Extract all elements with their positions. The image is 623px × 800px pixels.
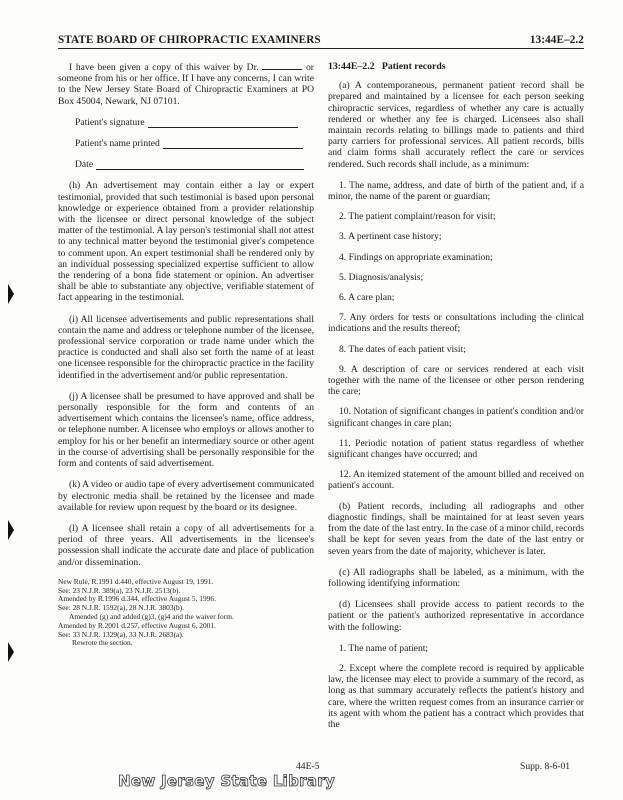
list-item: 10. Notation of significant changes in patient's condition and/or significant changes in care plan; xyxy=(328,406,584,429)
list-item: 9. A description of care or services rendered at each visit together with the name of the licensee or other person rendering the care; xyxy=(328,363,584,398)
list-item: 2. Except where the complete record is required by applicable law, the licensee may elect to provide a summary of the record, as long as that summary accurately reflects the patient's history and care, where the written request comes from an insurance carrier or its agent with whom the patient has a contract which provides that the xyxy=(328,662,584,730)
scan-edge-mark xyxy=(8,284,14,304)
paragraph-k: (k) A video or audio tape of every advertisement communicated by electronic media shall be retained by the licensee and made available for review upon request by the board or its designee. xyxy=(58,479,314,513)
list-item: 11. Periodic notation of patient status regardless of whether significant changes have occurred; and xyxy=(328,437,584,461)
date-rule xyxy=(96,160,304,170)
scan-edge-mark xyxy=(8,642,14,662)
history-note: New Rule, R.1991 d.440, effective August 19, 1991. See: 23 N.J.R. 389(a), 23 N.J.R. 2513(b). Amended by R.1996 d.344, effective August 5, 1996. See: 28 N.J.R. 1592(a), 28 N.J.R. 3803(b). Amended (g) and added (g)3, (g)4 and the waiver form. Amended by R.2001 d.257, effective August 6, 2001. See: 33 N.J.R. 1329(a), 33 N.J.R. 2683(a). Rewrote the section. xyxy=(58,576,234,648)
paragraph-d: (d) Licensees shall provide access to patient records to the patient or the patient's authorized representative in accordance with the following: xyxy=(328,599,584,633)
paragraph-b: (b) Patient records, including all radiographs and other diagnostic findings, shall be maintained for at least seven years from the date of the last entry. In the case of a minor child, records shall be kept for seven years from the date of the last entry or seven years from the date of majority, whichever is later. xyxy=(328,500,584,557)
doctor-name-blank xyxy=(262,61,302,70)
header-section-number: 13:44E–2.2 xyxy=(529,34,584,46)
supplement-date: Supp. 8-6-01 xyxy=(520,761,571,772)
list-item: 6. A care plan; xyxy=(339,292,395,304)
library-stamp: New Jersey State Library xyxy=(118,772,336,790)
date-line: Date xyxy=(75,159,314,170)
paragraph-i: (i) All licensee advertisements and public representations shall contain the name and address or telephone number of the licensee, professional service corporation or trade name under which the practice is conducted and shall also set forth the name of at least one licensee responsible for the chiropractic practice in the facility identified in the advertisement and/or public representation. xyxy=(58,313,314,381)
patient-signature-line: Patient's signature xyxy=(75,117,314,128)
name-rule xyxy=(163,139,303,149)
paragraph-h: (h) An advertisement may contain either a lay or expert testimonial, provided that such testimonial is based upon personal knowledge or experience obtained from a provider relationship with the licensee or direct personal knowledge of the subject matter of the testimonial. A lay person's testimonial shall not attest to any technical matter beyond the testimonial giver's competence to comment upon. An expert testimonial shall be rendered only by an individual possessing specialized expertise sufficient to allow the rendering of a bona fide statement or opinion. An advertiser shall be able to substantiate any objective, verifiable statement of fact appearing in the testimonial. xyxy=(58,180,314,304)
paragraph-c: (c) All radiographs shall be labeled, as a minimum, with the following identifying information: xyxy=(328,566,584,589)
left-column xyxy=(58,61,314,648)
list-item: 12. An itemized statement of the amount billed and received on patient's account. xyxy=(328,469,584,492)
patient-name-line: Patient's name printed xyxy=(75,138,314,149)
list-item: 7. Any orders for tests or consultations including the clinical indications and the results thereof; xyxy=(328,312,584,335)
list-item: 1. The name, address, and date of birth of the patient and, if a minor, the name of the parent or guardian; xyxy=(328,179,584,203)
list-item: 2. The patient complaint/reason for visit; xyxy=(339,211,496,223)
running-header xyxy=(58,30,584,49)
list-item: 4. Findings on appropriate examination; xyxy=(339,251,493,263)
waiver-intro: I have been given a copy of this waiver by Dr. or someone from his or her office. If I have any concerns, I can write to the New Jersey State Board of Chiropractic Examiners at PO Box 45004, Newark, NJ 07101. xyxy=(58,62,314,107)
list-item: 1. The name of patient; xyxy=(339,642,429,654)
page-number: 44E-5 xyxy=(296,761,320,772)
header-title: STATE BOARD OF CHIROPRACTIC EXAMINERS xyxy=(58,34,321,46)
list-item: 8. The dates of each patient visit; xyxy=(339,343,466,355)
signature-rule xyxy=(148,118,298,128)
paragraph-a: (a) A contemporaneous, permanent patient record shall be prepared and maintained by a licensee for each person seeking chiropractic services, regardless of whether any care is actually rendered or whether any fee is charged. Licensees also shall maintain records relating to billings made to patients and third party carriers for professional services. All patient records, bills and claim forms shall accurately reflect the care or services rendered. Such records shall include, as a minimum: xyxy=(328,80,584,170)
section-heading: 13:44E–2.2 Patient records xyxy=(328,61,446,72)
list-item: 5. Diagnosis/analysis; xyxy=(339,271,424,283)
scan-edge-mark xyxy=(8,520,14,540)
paragraph-j: (j) A licensee shall be presumed to have approved and shall be personally responsible for the form and contents of an advertisement which contains the licensee's name, office address, or telephone number. A licensee who employs or allows another to employ for his or her benefit an intermediary source or other agent in the course of advertising shall be personally responsible for the form and contents of said advertisement. xyxy=(58,390,315,470)
paragraph-l: (l) A licensee shall retain a copy of all advertisements for a period of three years. All advertisements in the licensee's possession shall indicate the accurate date and place of publication and/or dissemination. xyxy=(58,522,315,568)
right-column xyxy=(328,61,584,730)
list-item: 3. A pertinent case history; xyxy=(339,231,442,243)
